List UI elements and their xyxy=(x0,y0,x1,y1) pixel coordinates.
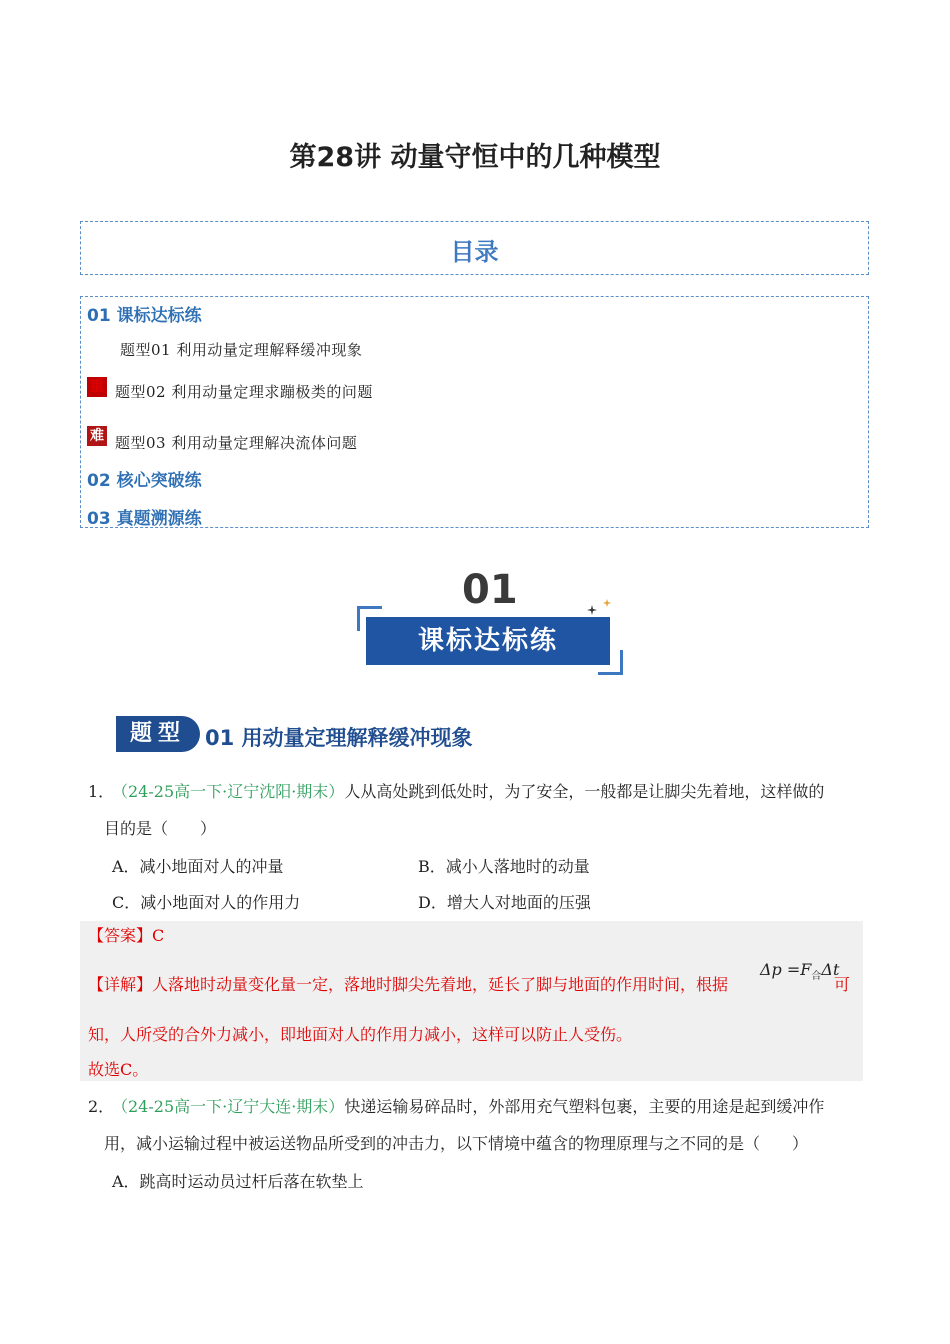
q1-text-line1: 人从高处跳到低处时，为了安全，一般都是让脚尖先着地，这样做的 xyxy=(344,782,825,801)
toc-item-2[interactable]: 题型02 利用动量定理求蹦极类的问题 xyxy=(115,383,373,401)
toc-section-3[interactable]: 03 真题溯源练 xyxy=(87,509,202,529)
q2-number: 2． xyxy=(88,1097,115,1116)
toc-box xyxy=(80,296,869,528)
toc-heading: 目录 xyxy=(450,238,499,266)
question-type-title: 01 用动量定理解释缓冲现象 xyxy=(205,726,473,750)
formula-rhs: Δt xyxy=(821,960,840,979)
answer-box xyxy=(80,921,863,1081)
badge-difficult: 难 xyxy=(87,426,107,446)
answer-detail-line2: 知，人所受的合外力减小，即地面对人的作用力减小，这样可以防止人受伤。 xyxy=(88,1025,633,1044)
q2-text-line1: 快递运输易碎品时，外部用充气塑料包裹，主要的用途是起到缓冲作 xyxy=(344,1097,825,1116)
detail-label: 【详解】 xyxy=(88,975,153,994)
toc-heading-box xyxy=(80,221,869,275)
toc-section-1[interactable]: 01 课标达标练 xyxy=(87,306,202,326)
q1-text-line2: 目的是（ ） xyxy=(104,819,217,838)
question-type-tag: 题型 xyxy=(116,716,200,752)
q2-text-line2: 用，减小运输过程中被运送物品所受到的冲击力，以下情境中蕴含的物理原理与之不同的是（ ） xyxy=(104,1134,809,1153)
answer-detail-line1 xyxy=(88,975,728,995)
toc-section-2[interactable]: 02 核心突破练 xyxy=(87,471,202,491)
badge-important: 重 xyxy=(87,377,107,397)
sparkle-small-icon xyxy=(603,592,611,600)
formula xyxy=(760,960,839,982)
detail-text-1: 人落地时动量变化量一定，落地时脚尖先着地，延长了脚与地面的作用时间，根据 xyxy=(152,975,729,994)
q1-option-c[interactable]: C．减小地面对人的作用力 xyxy=(112,893,301,912)
q2-option-a[interactable]: A．跳高时运动员过杆后落在软垫上 xyxy=(112,1172,364,1191)
q2-source: （24-25高一下·辽宁大连·期末） xyxy=(112,1097,345,1116)
q1-stem xyxy=(112,782,864,802)
q1-option-d[interactable]: D．增大人对地面的压强 xyxy=(418,893,591,912)
q1-option-a[interactable]: A．减小地面对人的冲量 xyxy=(112,857,284,876)
toc-item-1[interactable]: 题型01 利用动量定理解释缓冲现象 xyxy=(120,341,363,359)
sparkle-icon xyxy=(587,600,597,610)
formula-lhs: Δp =F xyxy=(760,960,812,979)
q1-number: 1． xyxy=(88,782,115,801)
q1-source: （24-25高一下·辽宁沈阳·期末） xyxy=(112,782,345,801)
answer-label: 【答案】C xyxy=(88,926,165,945)
toc-item-3[interactable]: 题型03 利用动量定理解决流体问题 xyxy=(115,434,358,452)
section-number: 01 xyxy=(462,567,518,613)
q1-option-b[interactable]: B．减小人落地时的动量 xyxy=(418,857,590,876)
q2-stem xyxy=(112,1097,864,1117)
answer-conclusion: 故选C。 xyxy=(88,1060,149,1079)
section-banner: 课标达标练 xyxy=(366,617,610,665)
detail-after: 可 xyxy=(834,975,851,994)
formula-subscript: 合 xyxy=(811,971,822,982)
page-title: 第28讲 动量守恒中的几种模型 xyxy=(289,142,661,173)
